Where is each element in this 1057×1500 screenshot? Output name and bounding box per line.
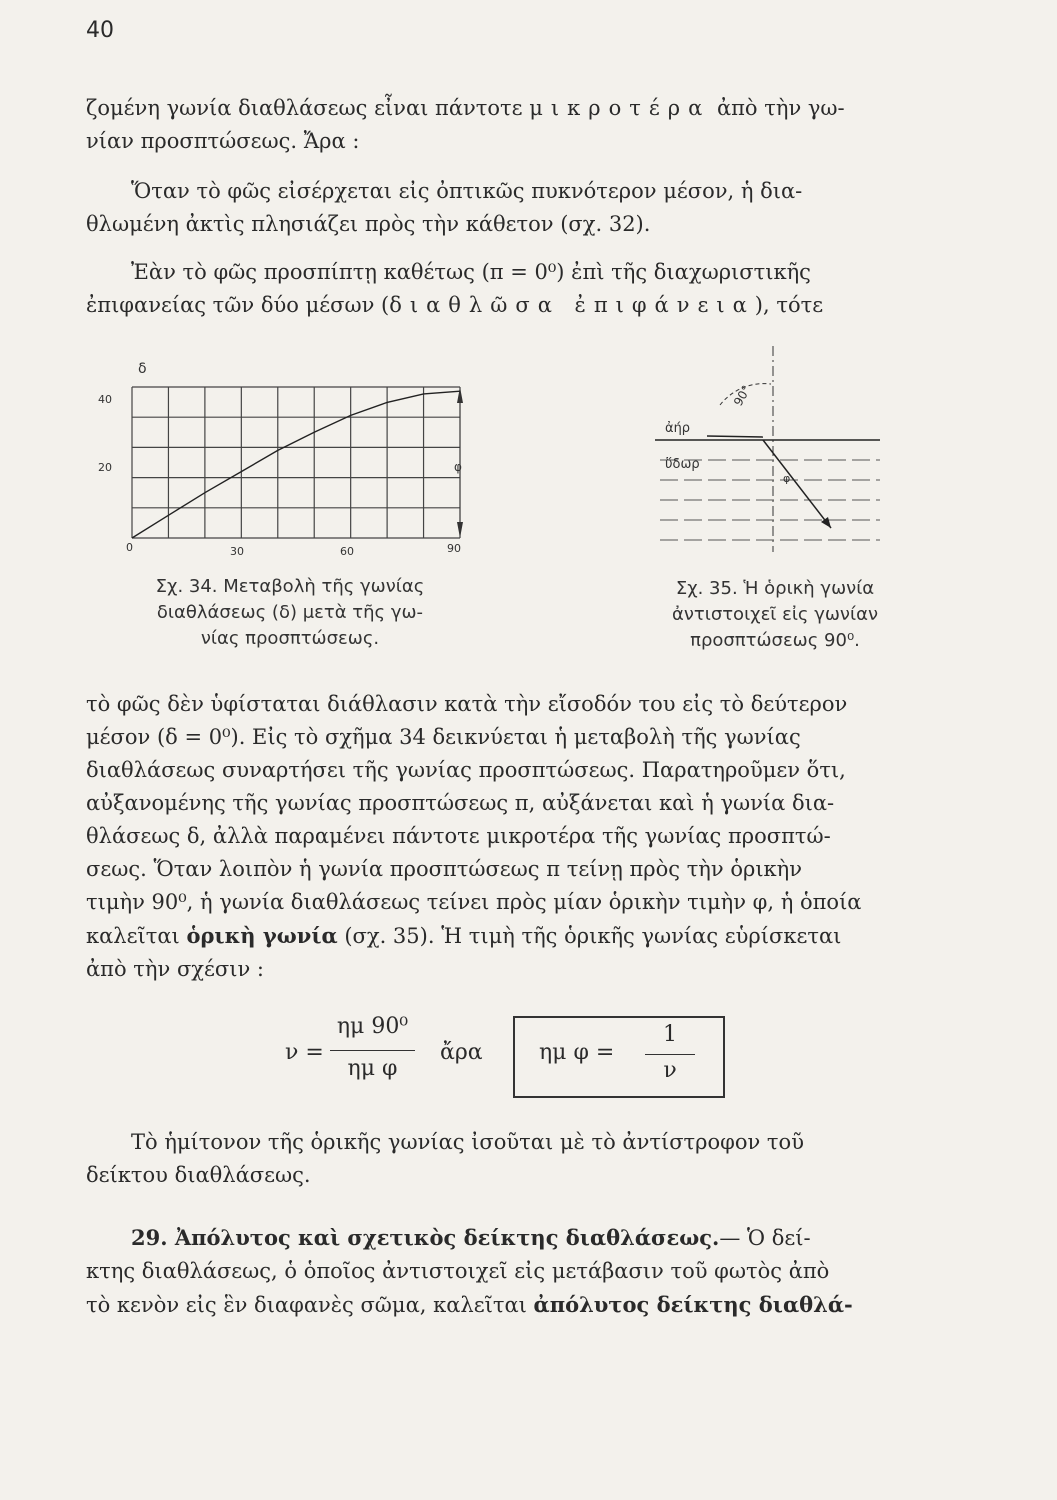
- x-tick-90: 90: [447, 542, 461, 555]
- result-box: [513, 1016, 725, 1098]
- paragraph-1: ζομένη γωνία διαθλάσεως εἶναι πάντοτε μικροτέρα ἀπὸ τὴν γω- νίαν προσπτώσεως. Ἄρα :: [86, 96, 845, 153]
- section-heading: 29. Ἀπόλυτος καὶ σχετικὸς δείκτης διαθλάσεως.: [131, 1225, 720, 1250]
- phi-label: φ: [454, 460, 462, 474]
- x-tick-30: 30: [230, 545, 244, 558]
- ray-arrowhead: [821, 517, 831, 528]
- incident-ray: [707, 436, 763, 437]
- refraction-curve: [132, 391, 460, 538]
- section-29: 29. Ἀπόλυτος καὶ σχετικὸς δείκτης διαθλάσεως.— Ὁ δεί- κτης διαθλάσεως, ὁ ὁποῖος ἀντιστοιχεῖ εἰς μετάβασιν τοῦ φωτὸς ἀπὸ τὸ κενὸν εἰς ἓν διαφανὲς σῶμα, καλεῖται ἀπόλυτος δείκτης διαθλά-: [86, 1225, 853, 1317]
- phi-label-35: φ: [783, 472, 791, 485]
- paragraph-5: Τὸ ἡμίτονον τῆς ὁρικῆς γωνίας ἰσοῦται μὲ τὸ ἀντίστροφον τοῦ δείκτου διαθλάσεως.: [86, 1130, 804, 1187]
- chart-grid: [132, 387, 460, 538]
- figure-35-caption: Σχ. 35. Ἡ ὁρικὴ γωνία ἀντιστοιχεῖ εἰς γωνίαν προσπτώσεως 90⁰.: [671, 578, 879, 651]
- eq-fraction-bar: [330, 1050, 415, 1051]
- eq-denominator: ημ φ: [347, 1056, 398, 1081]
- box-fraction-bar: [645, 1054, 695, 1055]
- eq-numerator: ημ 90⁰: [336, 1014, 409, 1039]
- box-numerator: 1: [663, 1022, 677, 1047]
- air-label: ἀήρ: [665, 421, 691, 436]
- x-tick-60: 60: [340, 545, 354, 558]
- angle-90-label: 90°: [730, 382, 754, 409]
- water-lines: [660, 460, 880, 540]
- paragraph-2: Ὅταν τὸ φῶς εἰσέρχεται εἰς ὀπτικῶς πυκνότερον μέσον, ἡ δια- θλωμένη ἀκτὶς πλησιάζει πρὸς τὴν κάθετον (σχ. 32).: [86, 179, 803, 236]
- y-tick-0: 0: [126, 541, 133, 554]
- paragraph-4: τὸ φῶς δὲν ὑφίσταται διάθλασιν κατὰ τὴν εἴσοδόν του εἰς τὸ δεύτερον μέσον (δ = 0⁰). Εἰς τὸ σχῆμα 34 δεικνύεται ἡ μεταβολὴ τῆς γωνίας διαθλάσεως συναρτήσει τῆς γωνίας προσπτώσεως. Παρατηροῦμεν ὅτι, αὐξανομένης τῆς γωνίας προσπτώσεως π, αὐξάνεται καὶ ἡ γωνία δια- θλάσεως δ, ἀλλὰ παραμένει πάντοτε μικροτέρα τῆς γωνίας προσπτώ- σεως. Ὅταν λοιπὸν ἡ γωνία προσπτώσεως π τείνῃ πρὸς τὴν ὁρικὴν τιμὴν 90⁰, ἡ γωνία διαθλάσεως τείνει πρὸς μίαν ὁρικὴν τιμὴν φ, ἡ ὁποία καλεῖται ὁρικὴ γωνία (σχ. 35). Ἡ τιμὴ τῆς ὁρικῆς γωνίας εὑρίσκεται ἀπὸ τὴν σχέσιν :: [86, 692, 862, 981]
- eq-lhs: ν =: [285, 1040, 324, 1065]
- y-axis-label: δ: [138, 361, 147, 377]
- y-tick-20: 20: [98, 461, 112, 474]
- eq-ara: ἄρα: [440, 1040, 483, 1065]
- box-denominator: ν: [663, 1058, 677, 1083]
- water-label: ὕδωρ: [665, 457, 700, 472]
- box-lhs: ημ φ =: [539, 1040, 615, 1065]
- paragraph-3: Ἐὰν τὸ φῶς προσπίπτῃ καθέτως (π = 0⁰) ἐπὶ τῆς διαχωριστικῆς ἐπιφανείας τῶν δύο μέσων (διαθλῶσα ἐπιφάνεια), τότε: [86, 260, 824, 317]
- figure-34-caption: Σχ. 34. Μεταβολὴ τῆς γωνίας διαθλάσεως (δ) μετὰ τῆς γω- νίας προσπτώσεως.: [155, 576, 425, 649]
- figure-35-diagram: [645, 340, 895, 560]
- y-tick-40: 40: [98, 393, 112, 406]
- figure-34-chart: [90, 355, 490, 570]
- page-number: 40: [86, 18, 114, 43]
